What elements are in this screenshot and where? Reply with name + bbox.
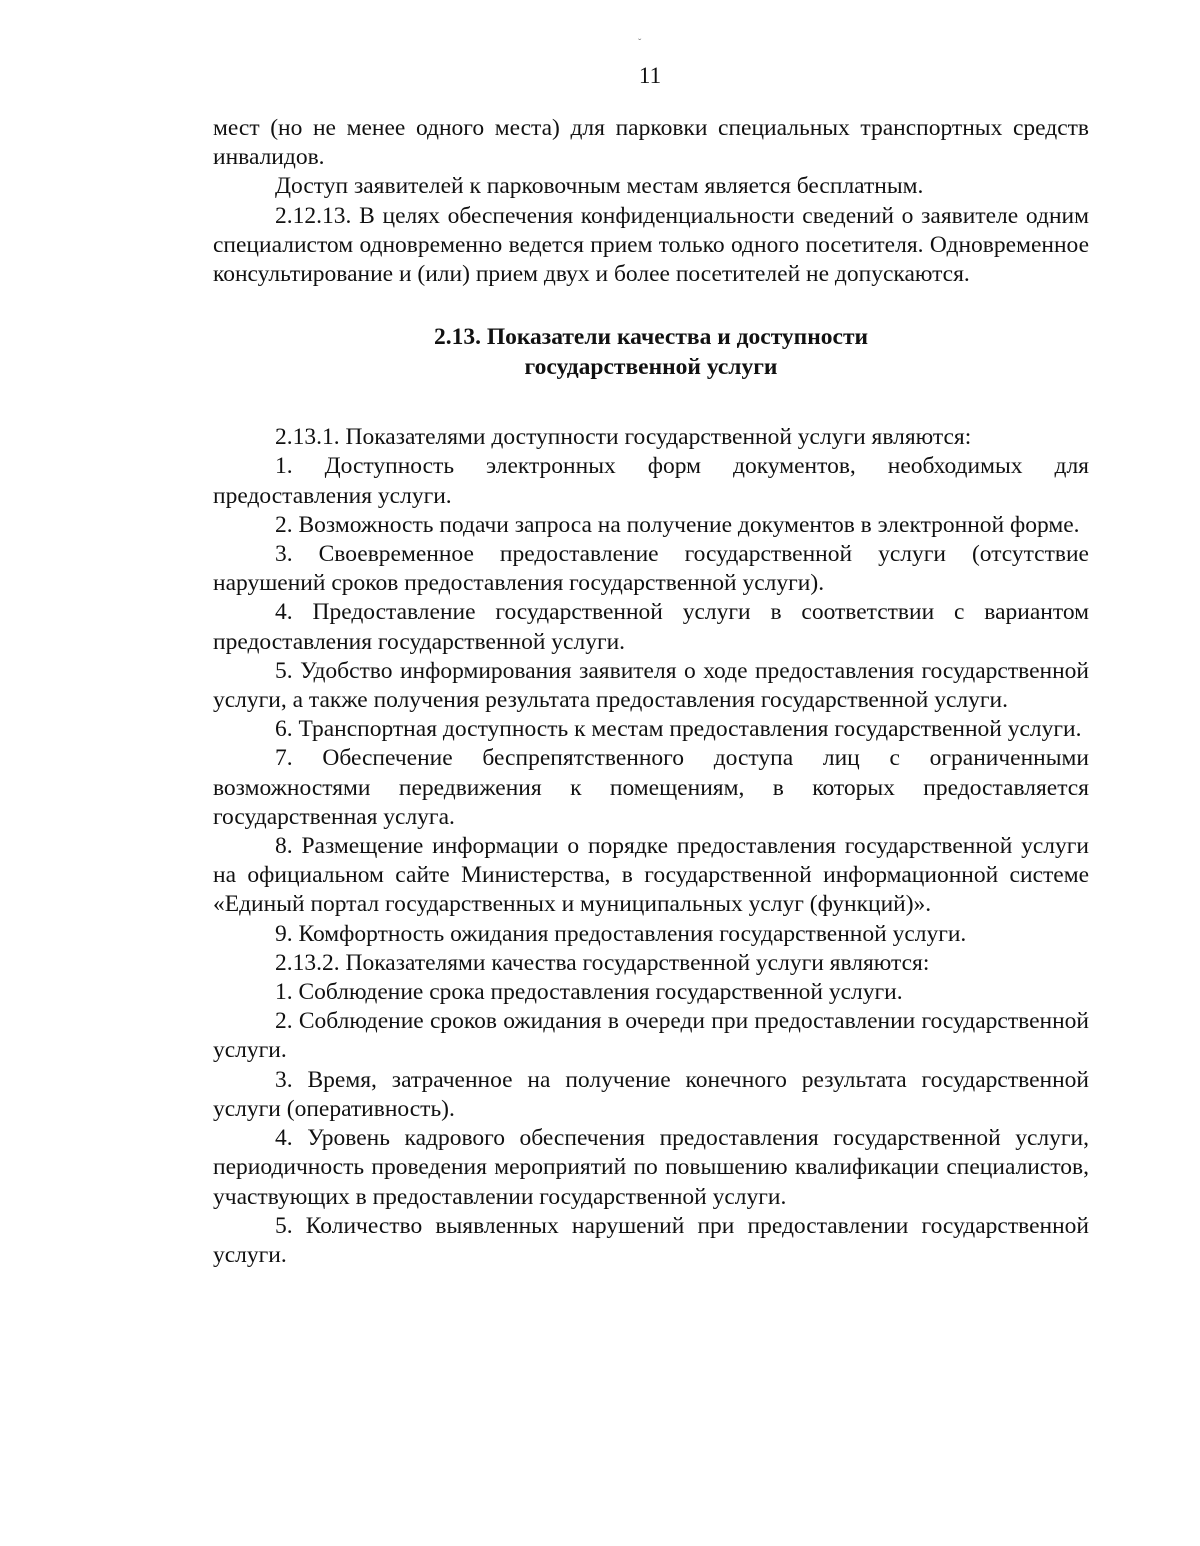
paragraph-2-13-1: 2.13.1. Показателями доступности государственной услуги являются: [275,424,972,451]
page-number: 11 [638,63,662,88]
list-item-quality-5: 5. Количество выявленных нарушений при предоставлении государственной услуги. [213,1212,1089,1268]
list-item-quality-4: 4. Уровень кадрового обеспечения предоставления государственной услуги, периодичность проведения мероприятий по повышению квалификации специалистов, участвующих в предоставлении государственной услуги. [213,1125,1089,1210]
paragraph-continuation: мест (но не менее одного места) для парковки специальных транспортных средств инвалидов. [213,115,1089,171]
section-heading-line1: 2.13. Показатели качества и доступности [433,324,869,351]
list-item-accessibility-1: 1. Доступность электронных форм документов, необходимых для предоставления услуги. [213,453,1089,509]
paragraph-2-13-2: 2.13.2. Показателями качества государственной услуги являются: [275,949,930,976]
paragraph-2-12-13: 2.12.13. В целях обеспечения конфиденциальности сведений о заявителе одним специалистом одновременно ведется прием только одного посетителя. Одновременное консультирование и (или) прием двух и более посетителей не допускаются. [213,202,1089,288]
scan-speck: ˇ [638,38,642,49]
list-item-quality-3: 3. Время, затраченное на получение конечного результата государственной услуги (оперативность). [213,1066,1089,1122]
list-item-accessibility-3: 3. Своевременное предоставление государственной услуги (отсутствие нарушений сроков предоставления государственной услуги). [213,541,1089,597]
list-item-accessibility-8: 8. Размещение информации о порядке предоставления государственной услуги на официальном сайте Министерства, в государственной информационной системе «Единый портал государственных и муниципальных услуг (функций)». [213,833,1089,918]
list-item-quality-2: 2. Соблюдение сроков ожидания в очереди при предоставлении государственной услуги. [213,1008,1089,1064]
section-heading-line2: государственной услуги [524,354,778,381]
list-item-quality-1: 1. Соблюдение срока предоставления государственной услуги. [275,979,903,1006]
section-heading [213,322,1089,382]
list-item-accessibility-4: 4. Предоставление государственной услуги в соответствии с вариантом предоставления государственной услуги. [213,599,1089,655]
list-item-accessibility-6: 6. Транспортная доступность к местам предоставления государственной услуги. [275,716,1082,743]
list-item-accessibility-7: 7. Обеспечение беспрепятственного доступа лиц с ограниченными возможностями передвижения к помещениям, в которых предоставляется государственная услуга. [213,745,1089,830]
list-item-accessibility-5: 5. Удобство информирования заявителя о ходе предоставления государственной услуги, а также получения результата предоставления государственной услуги. [213,657,1089,714]
list-item-accessibility-9: 9. Комфортность ожидания предоставления государственной услуги. [275,920,967,947]
paragraph-parking-access: Доступ заявителей к парковочным местам является бесплатным. [275,173,924,200]
list-item-accessibility-2: 2. Возможность подачи запроса на получение документов в электронной форме. [275,511,1080,538]
document-body [213,114,1089,1270]
